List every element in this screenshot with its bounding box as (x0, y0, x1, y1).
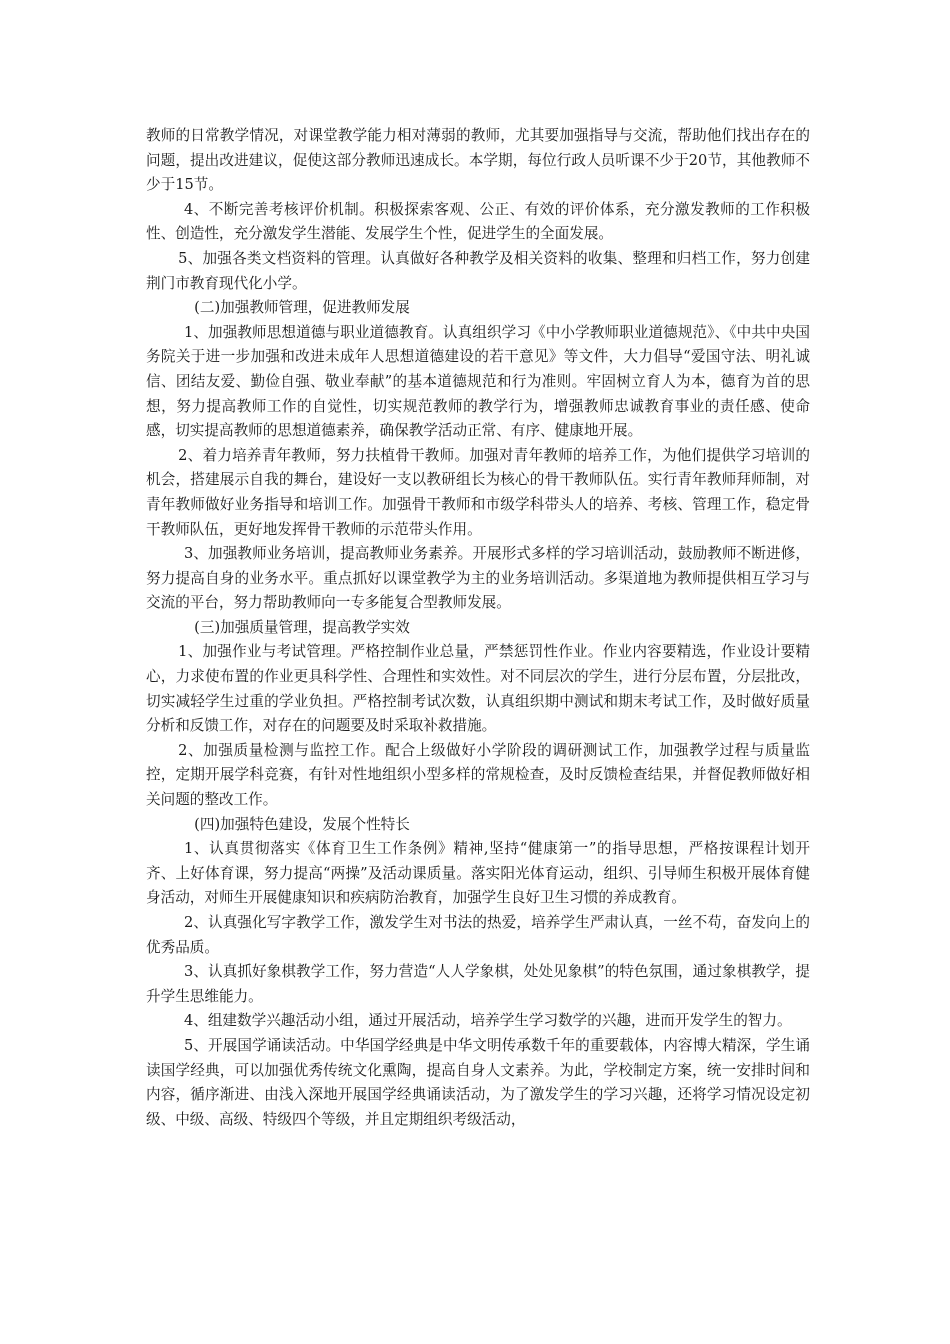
paragraph-evaluation-mechanism: 4、不断完善考核评价机制。积极探索客观、公正、有效的评价体系，充分激发教师的工作积极性、创造性，充分激发学生潜能、发展学生个性，促进学生的全面发展。 (146, 200, 810, 243)
paragraph-ethics-education: 1、加强教师思想道德与职业道德教育。认真组织学习《中小学教师职业道德规范》、《中共中央国务院关于进一步加强和改进未成年人思想道德建设的若干意见》等文件，大力倡导“爱国守法、明礼诚信、团结友爱、勤俭自强、敬业奉献”的基本道德规范和行为准则。牢固树立育人为本，德育为首的思想，努力提高教师工作的自觉性，切实规范教师的教学行为，增强教师忠诚教育事业的责任感、使命感，切实提高教师的思想道德素养，确保教学活动正常、有序、健康地开展。 (146, 323, 810, 440)
section-heading-teacher-management: (二)加强教师管理，促进教师发展 (194, 299, 410, 317)
paragraph-homework-exams: 1、加强作业与考试管理。严格控制作业总量，严禁惩罚性作业。作业内容要精选，作业设计要精心，力求使布置的作业更具科学性、合理性和实效性。对不同层次的学生，进行分层布置，分层批改，切实减轻学生过重的学业负担。严格控制考试次数，认真组织期中测试和期末考试工作，及时做好质量分析和反馈工作，对存在的问题要及时采取补救措施。 (146, 643, 810, 735)
document-body (146, 124, 810, 1132)
section-heading-featured-programs: (四)加强特色建设，发展个性特长 (194, 815, 410, 833)
paragraph-young-teachers: 2、着力培养青年教师，努力扶植骨干教师。加强对青年教师的培养工作，为他们提供学习培训的机会，搭建展示自我的舞台，建设好一支以教研组长为核心的骨干教师队伍。实行青年教师拜师制，对青年教师做好业务指导和培训工作。加强骨干教师和市级学科带头人的培养、考核、管理工作，稳定骨干教师队伍，更好地发挥骨干教师的示范带头作用。 (146, 446, 810, 538)
section-heading-quality-management: (三)加强质量管理，提高教学实效 (194, 618, 410, 636)
paragraph-calligraphy: 2、认真强化写字教学工作，激发学生对书法的热爱，培养学生严肃认真，一丝不苟，奋发向上的优秀品质。 (146, 914, 810, 956)
paragraph-math-club: 4、组建数学兴趣活动小组，通过开展活动，培养学生学习数学的兴趣，进而开发学生的智力。 (183, 1012, 792, 1030)
paragraph-document-management: 5、加强各类文档资料的管理。认真做好各种教学及相关资料的收集、整理和归档工作，努力创建荆门市教育现代化小学。 (146, 249, 810, 292)
paragraph-teacher-observation: 教师的日常教学情况，对课堂教学能力相对薄弱的教师，尤其要加强指导与交流，帮助他们找出存在的问题，提出改进建议，促使这部分教师迅速成长。本学期，每位行政人员听课不少于20节，其他教师不少于15节。 (146, 127, 810, 194)
paragraph-physical-education: 1、认真贯彻落实《体育卫生工作条例》精神,坚持“健康第一”的指导思想，严格按课程计划开齐、上好体育课，努力提高“两操”及活动课质量。落实阳光体育运动，组织、引导师生积极开展体育健身活动，对师生开展健康知识和疾病防治教育，加强学生良好卫生习惯的养成教育。 (146, 840, 810, 907)
paragraph-classics-reading: 5、开展国学诵读活动。中华国学经典是中华文明传承数千年的重要载体，内容博大精深，学生诵读国学经典，可以加强优秀传统文化熏陶，提高自身人文素养。为此，学校制定方案，统一安排时间和内容，循序渐进、由浅入深地开展国学经典诵读活动，为了激发学生的学习兴趣，还将学习情况设定初级、中级、高级、特级四个等级，并且定期组织考级活动， (146, 1036, 810, 1128)
paragraph-teacher-training: 3、加强教师业务培训，提高教师业务素养。开展形式多样的学习培训活动，鼓励教师不断进修，努力提高自身的业务水平。重点抓好以课堂教学为主的业务培训活动。多渠道地为教师提供相互学习与交流的平台，努力帮助教师向一专多能复合型教师发展。 (146, 545, 810, 612)
paragraph-quality-monitoring: 2、加强质量检测与监控工作。配合上级做好小学阶段的调研测试工作，加强教学过程与质量监控，定期开展学科竞赛，有针对性地组织小型多样的常规检查，及时反馈检查结果，并督促教师做好相关问题的整改工作。 (146, 741, 810, 809)
paragraph-chess: 3、认真抓好象棋教学工作，努力营造“人人学象棋，处处见象棋”的特色氛围，通过象棋教学，提升学生思维能力。 (146, 963, 810, 1005)
